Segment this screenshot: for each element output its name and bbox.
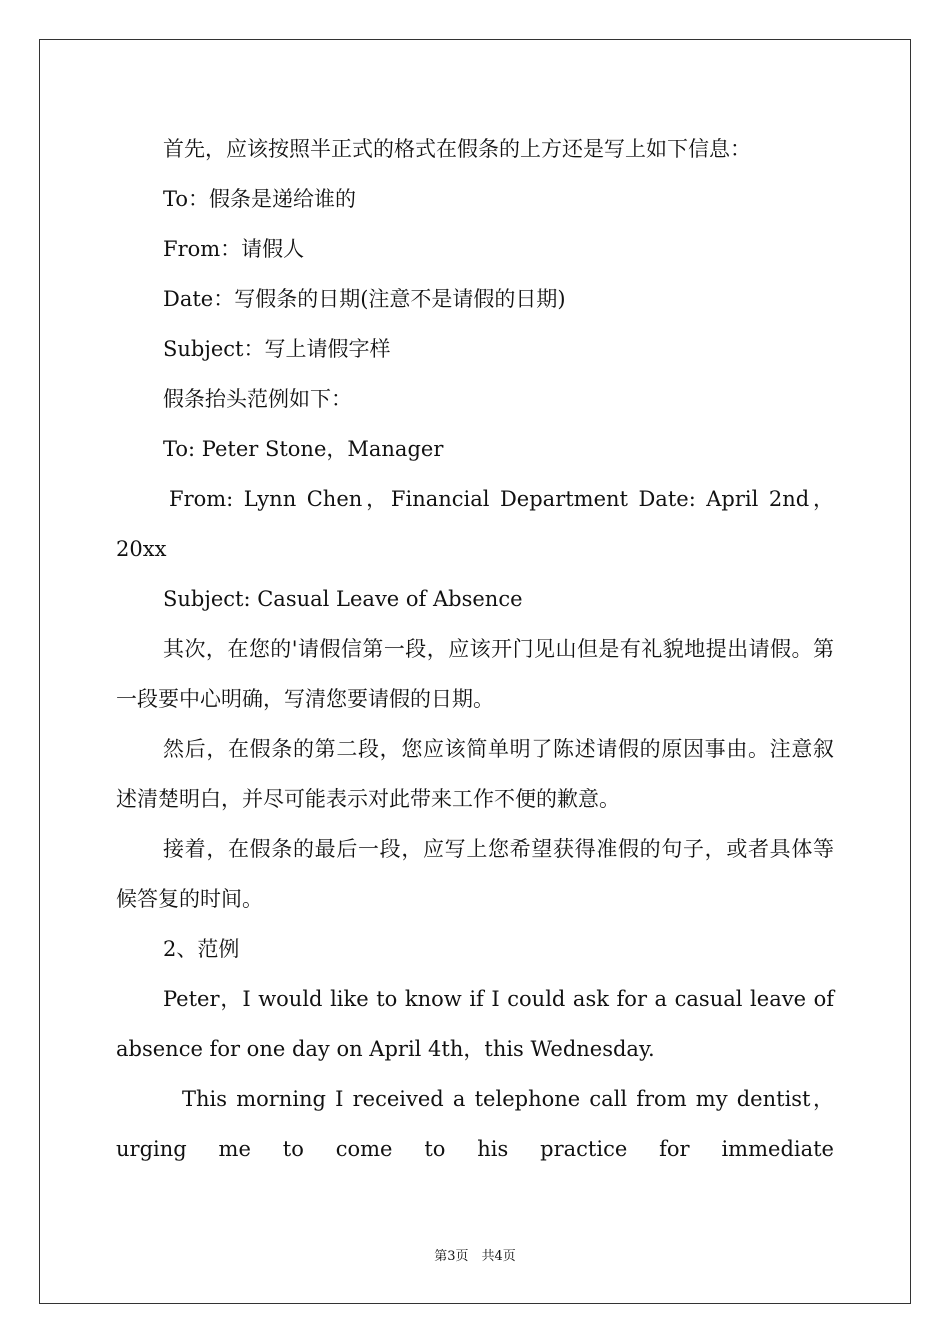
paragraph-first-section: 其次，在您的'请假信第一段，应该开门见山但是有礼貌地提出请假。第一段要中心明确，写清您要请假的日期。 bbox=[116, 637, 834, 711]
paragraph-subject: Subject：写上请假字样 bbox=[163, 337, 391, 361]
paragraph-last-section: 接着，在假条的最后一段，应写上您希望获得准假的句子，或者具体等候答复的时间。 bbox=[116, 837, 834, 911]
paragraph-example-to: To: Peter Stone，Manager bbox=[163, 437, 444, 461]
paragraph-to: To：假条是递给谁的 bbox=[163, 187, 357, 211]
paragraph-sample-request: Peter，I would like to know if I could ask for a casual leave of absence for one day on April 4th，this Wednesday. bbox=[116, 987, 834, 1061]
paragraph-example-from: From: Lynn Chen，Financial Department Date: April 2nd，20xx bbox=[116, 487, 834, 561]
page-footer: 第3页 共4页 bbox=[434, 1249, 516, 1264]
paragraph-sample-reason: This morning I received a telephone call from my dentist，urging me to come to his practice for immediate bbox=[116, 1087, 834, 1161]
section-heading-example: 2、范例 bbox=[163, 937, 240, 961]
paragraph-second-section: 然后，在假条的第二段，您应该简单明了陈述请假的原因事由。注意叙述清楚明白，并尽可能表示对此带来工作不便的歉意。 bbox=[116, 737, 834, 811]
paragraph-date: Date：写假条的日期(注意不是请假的日期) bbox=[163, 287, 566, 311]
paragraph-from: From：请假人 bbox=[163, 237, 305, 261]
paragraph-header-example-title: 假条抬头范例如下： bbox=[163, 387, 352, 411]
document-body bbox=[116, 124, 834, 1174]
paragraph-intro: 首先，应该按照半正式的格式在假条的上方还是写上如下信息： bbox=[163, 137, 751, 161]
paragraph-example-subject: Subject: Casual Leave of Absence bbox=[163, 587, 523, 611]
